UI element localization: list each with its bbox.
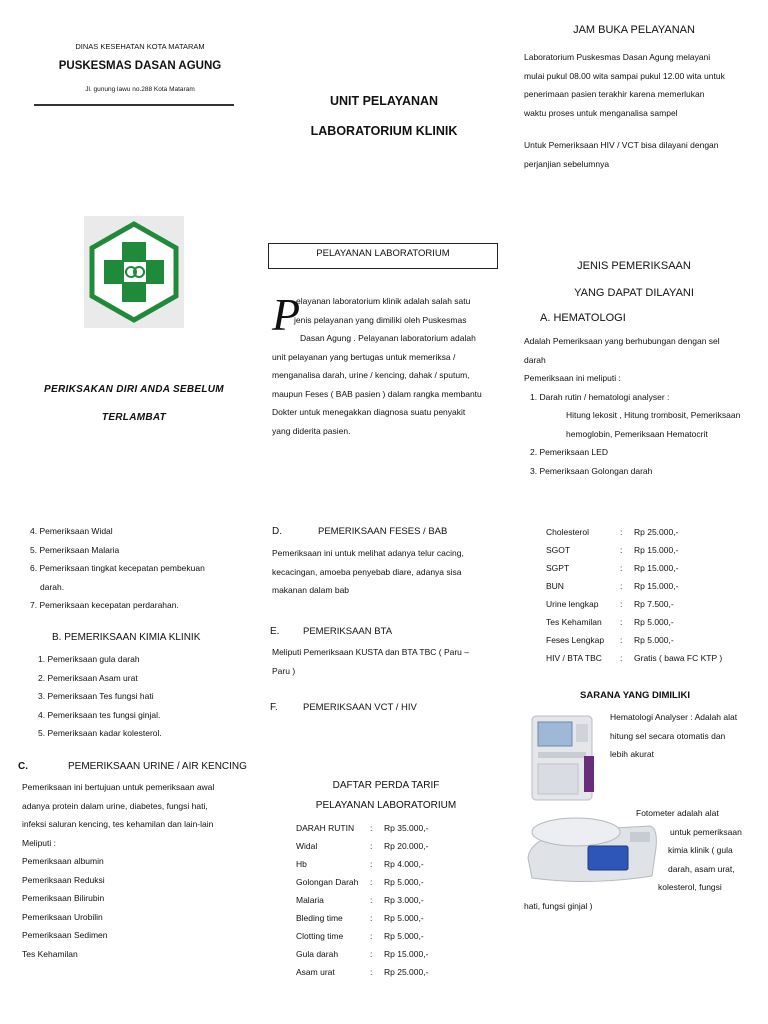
analyser-line: hitung sel secara otomatis dan — [610, 730, 726, 741]
hema-item: 5. Pemeriksaan Malaria — [30, 544, 120, 555]
urine-line: adanya protein dalam urine, diabetes, fungsi hati, — [22, 800, 208, 811]
tarif-row — [296, 909, 496, 927]
tarif-colon: : — [370, 913, 373, 923]
tarif-name: SGOT — [546, 545, 571, 555]
feses-line: makanan dalam bab — [272, 585, 350, 595]
feses-line: kecacingan, amoeba penyebab diare, adanya sisa — [272, 566, 462, 577]
tarif-price: Rp 15.000,- — [384, 949, 429, 959]
jam-line: penerimaan pasien terakhir karena memerlukan — [524, 89, 705, 99]
tarif-price: Rp 5.000,- — [634, 617, 674, 627]
tarif-name: BUN — [546, 581, 564, 591]
tarif-colon: : — [620, 545, 623, 555]
tarif-name: Bleding time — [296, 913, 343, 923]
tarif-colon: : — [620, 581, 623, 591]
foto-line: darah, asam urat, — [668, 863, 735, 874]
hematologi-continued — [30, 522, 250, 615]
sarana-title: SARANA YANG DIMILIKI — [580, 690, 690, 701]
hematologi-desc — [524, 332, 746, 480]
hema-subitem: hemoglobin, Pemeriksaan Hematocrit — [566, 428, 708, 439]
feses-letter: D. — [272, 526, 282, 537]
hema-item: darah. — [40, 581, 65, 592]
tarif-row — [546, 559, 756, 577]
tarif-title-1: DAFTAR PERDA TARIF — [332, 780, 440, 791]
tarif-name: Clotting time — [296, 931, 344, 941]
tarif-price: Rp 15.000,- — [634, 563, 679, 573]
tarif-name: Hb — [296, 859, 307, 869]
kimia-title: B. PEMERIKSAAN KIMIA KLINIK — [52, 632, 201, 643]
analyser-line: Hematologi Analyser : Adalah alat — [610, 712, 738, 722]
feses-paragraph — [272, 544, 500, 600]
analyser-icon — [526, 712, 606, 804]
tarif-row — [296, 891, 496, 909]
feses-title: PEMERIKSAAN FESES / BAB — [318, 526, 448, 537]
tarif-name: Gula darah — [296, 949, 339, 959]
tarif-colon: : — [370, 931, 373, 941]
intro-line: elayanan laboratorium klinik adalah salah satu — [296, 296, 471, 306]
jam-paragraph — [524, 48, 746, 122]
tarif-name: Feses Lengkap — [546, 635, 605, 645]
kimia-item: 4. Pemeriksaan tes fungsi ginjal. — [38, 709, 161, 720]
tarif-row — [296, 963, 496, 981]
hema-item: 4. Pemeriksaan Widal — [30, 526, 113, 536]
jam-title: JAM BUKA PELAYANAN — [573, 24, 695, 36]
puskesmas-logo-icon — [84, 216, 184, 328]
service-box-title: PELAYANAN LABORATORIUM — [316, 248, 450, 259]
urine-line: Meliputi : — [22, 837, 57, 848]
foto-line: untuk pemeriksaan — [670, 826, 742, 837]
hema-desc-line: Adalah Pemeriksaan yang berhubungan dengan sel — [524, 336, 720, 346]
tarif-colon: : — [370, 949, 373, 959]
kimia-item: 5. Pemeriksaan kadar kolesterol. — [38, 728, 162, 738]
slogan-line-2: TERLAMBAT — [101, 412, 167, 423]
tarif-title-2: PELAYANAN LABORATORIUM — [315, 800, 457, 811]
tarif-name: SGPT — [546, 563, 570, 573]
hiv-note — [524, 136, 746, 173]
tarif-price: Rp 20.000,- — [384, 841, 429, 851]
header-divider — [34, 104, 234, 106]
hema-item: 7. Pemeriksaan kecepatan perdarahan. — [30, 600, 179, 610]
hema-item: 1. Darah rutin / hematologi analyser : — [530, 391, 670, 402]
bta-title: PEMERIKSAAN BTA — [303, 626, 393, 637]
intro-line: menganalisa darah, urine / kencing, dahak / sputum, — [272, 370, 470, 380]
foto-line: Fotometer adalah alat — [636, 808, 719, 818]
kimia-item: 1. Pemeriksaan gula darah — [38, 654, 140, 664]
urine-line: Pemeriksaan Reduksi — [22, 874, 105, 885]
intro-line: Dokter untuk menegakkan diagnosa suatu penyakit — [272, 407, 466, 417]
unit-title-2: LABORATORIUM KLINIK — [310, 124, 458, 138]
tarif-colon: : — [370, 895, 373, 905]
agency-name: DINAS KESEHATAN KOTA MATARAM — [75, 42, 205, 51]
bta-line: Paru ) — [272, 665, 296, 676]
intro-dropcap: P — [272, 289, 301, 340]
urine-line: Pemeriksaan ini bertujuan untuk pemeriksaan awal — [22, 782, 215, 792]
hiv-line: perjanjian sebelumnya — [524, 158, 610, 169]
foto-line: kimia klinik ( gula — [668, 845, 733, 855]
tarif-row — [296, 819, 496, 837]
urine-line: Tes Kehamilan — [22, 948, 78, 959]
intro-line: maupun Feses ( BAB pasien ) dalam rangka membantu — [272, 388, 482, 399]
hema-item: 2. Pemeriksaan LED — [530, 447, 608, 457]
tarif-colon: : — [620, 635, 623, 645]
tarif-price: Rp 5.000,- — [634, 635, 674, 645]
bta-paragraph — [272, 643, 500, 680]
tarif-colon: : — [620, 563, 623, 573]
tarif-colon: : — [370, 967, 373, 977]
hematology-analyser-image — [526, 712, 606, 804]
tarif-colon: : — [370, 877, 373, 887]
analyser-line: lebih akurat — [610, 749, 654, 759]
puskesmas-logo — [84, 216, 184, 328]
tarif-name: Tes Kehamilan — [546, 617, 602, 627]
vct-title: PEMERIKSAAN VCT / HIV — [303, 702, 417, 713]
tarif-colon: : — [370, 841, 373, 851]
tarif-price: Rp 5.000,- — [384, 913, 424, 923]
tarif-name: Urine lengkap — [546, 599, 599, 609]
tarif-row — [296, 927, 496, 945]
tarif-row — [546, 523, 756, 541]
tarif-price: Rp 7.500,- — [634, 599, 674, 609]
tarif-price: Rp 4.000,- — [384, 859, 424, 869]
tarif-name: Widal — [296, 841, 318, 851]
analyser-desc — [610, 708, 746, 764]
tarif-name: Cholesterol — [546, 527, 589, 537]
tarif-name: Malaria — [296, 895, 324, 905]
hematologi-title: A. HEMATOLOGI — [540, 312, 626, 324]
tarif-row — [296, 945, 496, 963]
tarif-name: DARAH RUTIN — [296, 823, 355, 833]
intro-line: Dasan Agung . Pelayanan laboratorium adalah — [300, 333, 476, 343]
tarif-price: Rp 25.000,- — [384, 967, 429, 977]
tarif-name: Asam urat — [296, 967, 335, 977]
tarif-price: Rp 15.000,- — [634, 581, 679, 591]
tarif-row — [296, 837, 496, 855]
clinic-name: PUSKESMAS DASAN AGUNG — [58, 60, 222, 72]
hema-item: 6. Pemeriksaan tingkat kecepatan pembekuan — [30, 563, 205, 573]
intro-paragraph — [272, 289, 494, 440]
hema-meliputi: Pemeriksaan ini meliputi : — [524, 373, 621, 383]
bta-letter: E. — [270, 626, 280, 637]
tarif-row — [546, 649, 756, 667]
hema-item: 3. Pemeriksaan Golongan darah — [530, 465, 653, 476]
kimia-list — [38, 650, 248, 743]
hema-desc-line: darah — [524, 354, 546, 365]
vct-letter: F. — [270, 702, 278, 713]
urine-paragraph — [22, 778, 248, 963]
kimia-item: 2. Pemeriksaan Asam urat — [38, 672, 138, 683]
tarif-row — [546, 613, 756, 631]
tarif-price: Rp 25.000,- — [634, 527, 679, 537]
feses-line: Pemeriksaan ini untuk melihat adanya telur cacing, — [272, 548, 464, 558]
service-box — [268, 243, 498, 269]
intro-line: jenis pelayanan yang dimiliki oleh Puskesmas — [294, 314, 467, 325]
tarif-name: Golongan Darah — [296, 877, 359, 887]
urine-line: Pemeriksaan Bilirubin — [22, 893, 105, 903]
tarif-row — [546, 631, 756, 649]
slogan-line-1: PERIKSAKAN DIRI ANDA SEBELUM — [44, 384, 224, 395]
urine-line: infeksi saluran kencing, tes kehamilan dan lain-lain — [22, 819, 214, 829]
hiv-line: Untuk Pemeriksaan HIV / VCT bisa dilayani dengan — [524, 140, 719, 150]
tarif-table — [296, 819, 496, 981]
jam-line: waktu proses untuk menganalisa sampel — [524, 107, 678, 118]
tarif-colon: : — [620, 617, 623, 627]
tarif-colon: : — [370, 859, 373, 869]
tarif-price: Rp 5.000,- — [384, 931, 424, 941]
tarif-row — [546, 595, 756, 613]
tarif-colon: : — [620, 599, 623, 609]
jam-line: Laboratorium Puskesmas Dasan Agung melayani — [524, 52, 711, 62]
urine-title: PEMERIKSAAN URINE / AIR KENCING — [68, 761, 247, 772]
tarif-row — [296, 873, 496, 891]
bta-line: Meliputi Pemeriksaan KUSTA dan BTA TBC ( Paru – — [272, 647, 469, 657]
urine-line: Pemeriksaan Sedimen — [22, 930, 108, 940]
tarif-price: Gratis ( bawa FC KTP ) — [634, 653, 723, 663]
jam-line: mulai pukul 08.00 wita sampai pukul 12.00 wita untuk — [524, 70, 725, 81]
photometer-desc — [524, 804, 746, 915]
tarif-row — [296, 855, 496, 873]
hema-subitem: Hitung lekosit , Hitung trombosit, Pemeriksaan — [566, 410, 741, 420]
urine-letter: C. — [18, 761, 28, 772]
tarif-table-2 — [546, 523, 756, 667]
unit-title-1: UNIT PELAYANAN — [329, 94, 439, 108]
tarif-row — [546, 577, 756, 595]
jenis-title-1: JENIS PEMERIKSAAN — [577, 260, 691, 272]
urine-line: Pemeriksaan Urobilin — [22, 911, 103, 922]
tarif-name: HIV / BTA TBC — [546, 653, 602, 663]
tarif-colon: : — [620, 653, 623, 663]
foto-line: hati, fungsi ginjal ) — [524, 900, 593, 911]
clinic-address: Jl. gunung lawu no.288 Kota Mataram — [85, 86, 195, 93]
tarif-price: Rp 3.000,- — [384, 895, 424, 905]
tarif-price: Rp 35.000,- — [384, 823, 429, 833]
tarif-colon: : — [620, 527, 623, 537]
tarif-colon: : — [370, 823, 373, 833]
foto-line: kolesterol, fungsi — [658, 882, 722, 892]
jenis-title-2: YANG DAPAT DILAYANI — [574, 287, 694, 299]
kimia-item: 3. Pemeriksaan Tes fungsi hati — [38, 691, 154, 701]
urine-line: Pemeriksaan albumin — [22, 856, 104, 866]
intro-line: unit pelayanan yang bertugas untuk memeriksa / — [272, 351, 456, 362]
tarif-row — [546, 541, 756, 559]
intro-line: yang diderita pasien. — [272, 425, 351, 436]
tarif-price: Rp 15.000,- — [634, 545, 679, 555]
tarif-price: Rp 5.000,- — [384, 877, 424, 887]
